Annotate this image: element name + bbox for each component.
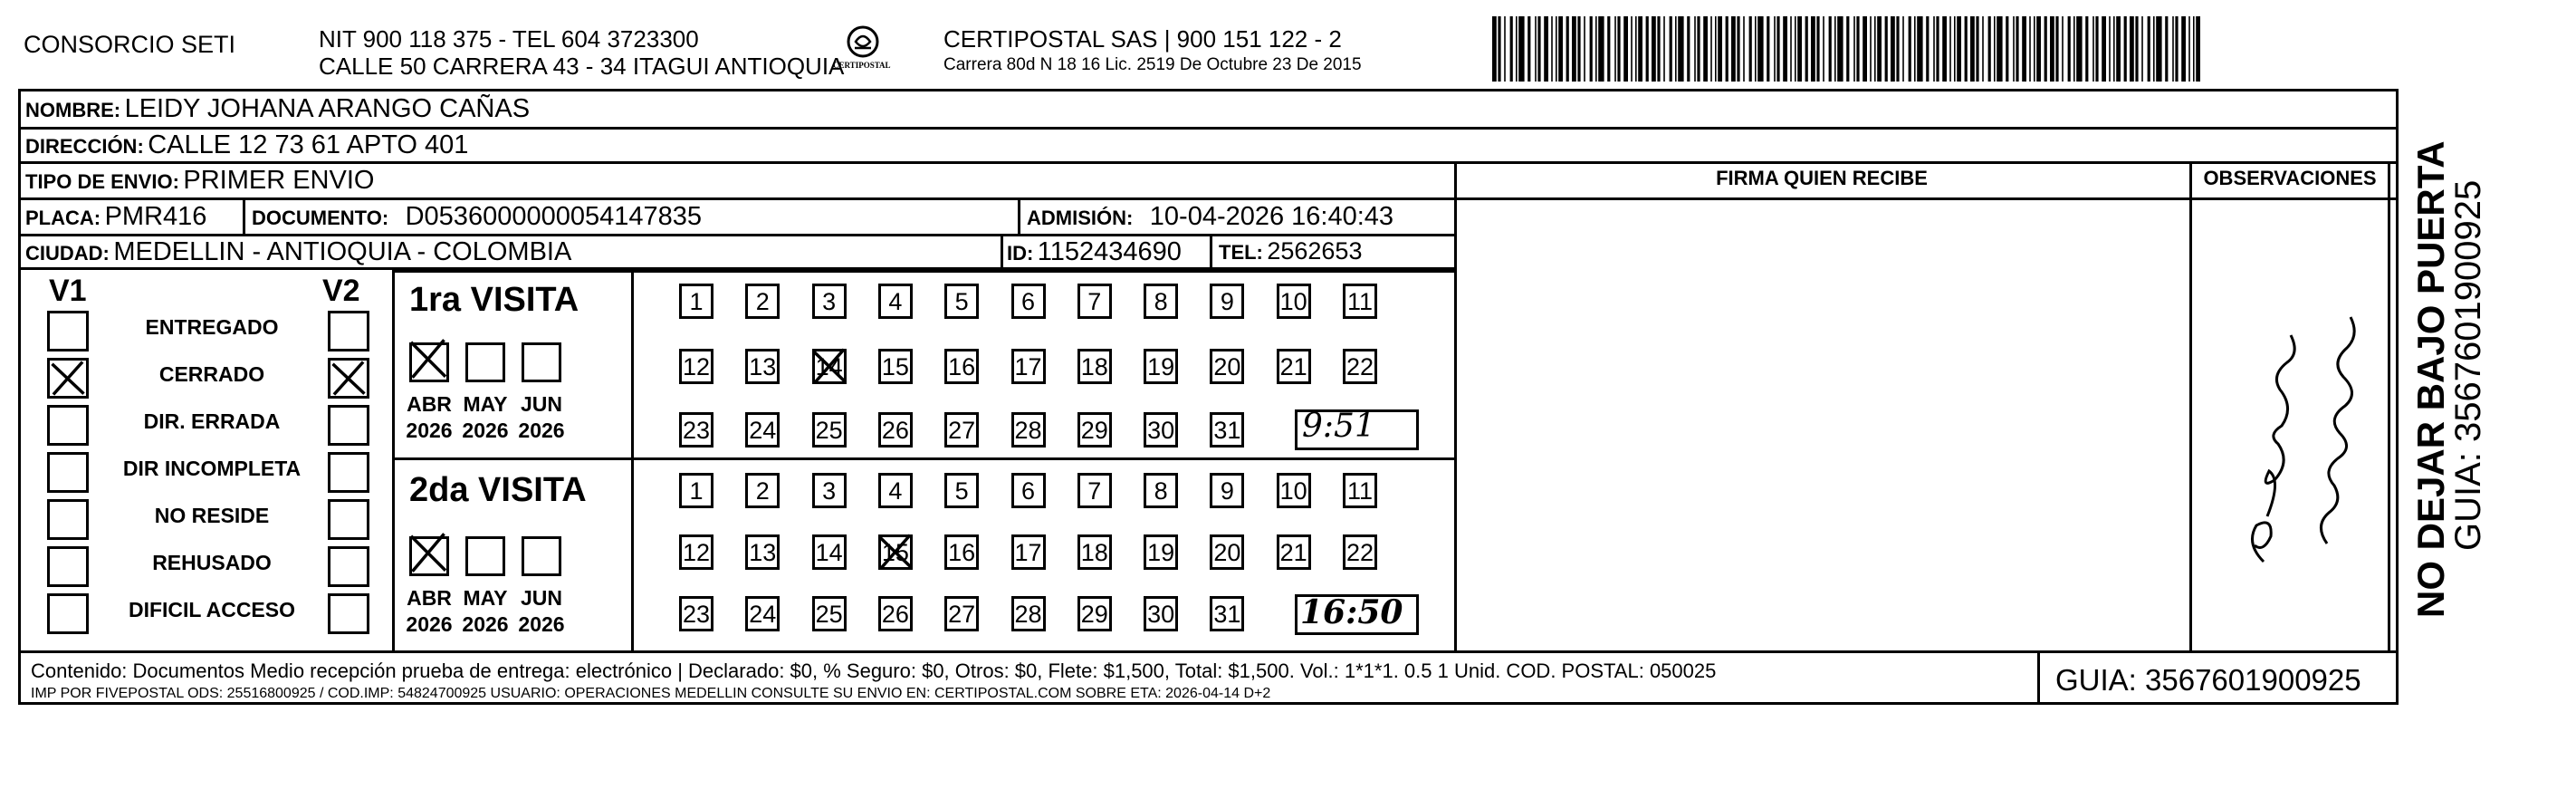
visit2-day-box[interactable]: 30: [1144, 596, 1178, 631]
visit2-day-box[interactable]: 14: [812, 534, 847, 570]
visit2-day-box[interactable]: 25: [812, 596, 847, 631]
visit1-day-box[interactable]: 16: [944, 349, 979, 384]
visit1-time: 9:51: [1302, 408, 1375, 445]
v2-checkbox[interactable]: [328, 452, 369, 493]
footer-imp: IMP POR FIVEPOSTAL ODS: 25516800925 / COD.IMP: 54824700925 USUARIO: OPERACIONES MEDELLIN CONSULTE SU ENVIO EN: CERTIPOSTAL.COM SOBRE ETA: 2026-04-14 D+2: [31, 686, 1271, 701]
company-name: CONSORCIO SETI: [24, 31, 236, 58]
nombre-label: NOMBRE:: [25, 99, 121, 121]
visit2-month-label: ABR 2026: [406, 586, 453, 636]
visit1-month-label: MAY 2026: [462, 392, 509, 442]
reason-label: NO RESIDE: [154, 504, 270, 527]
tipo-value: PRIMER ENVIO: [183, 166, 375, 195]
visit1-day-box[interactable]: 25: [812, 412, 847, 448]
ciudad-row: [25, 239, 571, 265]
visit2-day-box[interactable]: 6: [1011, 473, 1046, 508]
visit2-day-box[interactable]: 23: [679, 596, 713, 631]
visit1-day-box[interactable]: 14: [812, 349, 847, 384]
visit2-day-box[interactable]: 28: [1011, 596, 1046, 631]
visit2-day-box[interactable]: 9: [1210, 473, 1244, 508]
visit1-month-label: ABR 2026: [406, 392, 453, 442]
v1-checkbox[interactable]: [47, 499, 89, 540]
nombre-value: LEIDY JOHANA ARANGO CAÑAS: [124, 94, 531, 123]
side-guia: GUIA: 3567601900925: [2448, 179, 2488, 551]
placa-row: [25, 204, 206, 230]
nit-line: NIT 900 118 375 - TEL 604 3723300: [319, 25, 699, 53]
ciudad-value: MEDELLIN - ANTIOQUIA - COLOMBIA: [113, 237, 572, 266]
visit1-day-box[interactable]: 24: [745, 412, 780, 448]
v1-checkbox[interactable]: [47, 358, 89, 399]
v1-checkbox[interactable]: [47, 405, 89, 446]
reason-label: ENTREGADO: [145, 315, 279, 339]
visit1-day-box[interactable]: 23: [679, 412, 713, 448]
visit1-month-checkbox[interactable]: [465, 342, 505, 382]
v1-checkbox[interactable]: [47, 593, 89, 634]
visit1-month-checkbox[interactable]: [522, 342, 561, 382]
visit2-day-box[interactable]: 7: [1077, 473, 1112, 508]
reason-label: DIFICIL ACCESO: [128, 598, 295, 621]
visit1-day-box[interactable]: 12: [679, 349, 713, 384]
visit1-day-box[interactable]: 8: [1144, 284, 1178, 319]
direccion-value: CALLE 12 73 61 APTO 401: [148, 130, 469, 159]
visit2-day-box[interactable]: 13: [745, 534, 780, 570]
reason-label: DIR INCOMPLETA: [122, 457, 302, 480]
v2-checkbox[interactable]: [328, 311, 369, 351]
visit1-month-checkbox[interactable]: [409, 342, 449, 382]
footer-guia: GUIA: 3567601900925: [2055, 663, 2361, 697]
direccion-row: [25, 132, 468, 159]
visit2-month-label: JUN 2026: [518, 586, 565, 636]
v2-label: V2: [322, 274, 360, 308]
id-row: [1007, 239, 1182, 265]
visit2-month-label: MAY 2026: [462, 586, 509, 636]
visit1-day-box[interactable]: 17: [1011, 349, 1046, 384]
visit2-day-box[interactable]: 2: [745, 473, 780, 508]
observation-handwriting: [2227, 299, 2372, 571]
v2-checkbox[interactable]: [328, 593, 369, 634]
certipostal-line: CERTIPOSTAL SAS | 900 151 122 - 2: [943, 25, 1342, 53]
visit2-day-box[interactable]: 3: [812, 473, 847, 508]
license-line: Carrera 80d N 18 16 Lic. 2519 De Octubre 23 De 2015: [943, 55, 1362, 74]
visit1-day-box[interactable]: 27: [944, 412, 979, 448]
visit1-day-box[interactable]: 31: [1210, 412, 1244, 448]
visit2-day-box[interactable]: 15: [878, 534, 913, 570]
firma-header: FIRMA QUIEN RECIBE: [1716, 167, 1928, 189]
observaciones-header: OBSERVACIONES: [2203, 167, 2377, 189]
visit2-day-box[interactable]: 12: [679, 534, 713, 570]
visit1-day-box[interactable]: 1: [679, 284, 713, 319]
tipo-row: [25, 168, 374, 194]
visit2-month-checkbox[interactable]: [522, 536, 561, 576]
tel-label: TEL:: [1219, 241, 1263, 264]
visit1-day-box[interactable]: 26: [878, 412, 913, 448]
visit1-day-box[interactable]: 10: [1277, 284, 1311, 319]
visit1-day-box[interactable]: 28: [1011, 412, 1046, 448]
visit2-day-box[interactable]: 8: [1144, 473, 1178, 508]
visit1-day-box[interactable]: 2: [745, 284, 780, 319]
visit2-month-checkbox[interactable]: [465, 536, 505, 576]
visit2-day-box[interactable]: 20: [1210, 534, 1244, 570]
visit2-day-box[interactable]: 26: [878, 596, 913, 631]
documento-label: DOCUMENTO:: [252, 207, 389, 229]
admision-label: ADMISIÓN:: [1027, 207, 1134, 229]
tel-value: 2562653: [1267, 237, 1363, 265]
v1-checkbox[interactable]: [47, 452, 89, 493]
visit1-month-label: JUN 2026: [518, 392, 565, 442]
id-value: 1152434690: [1037, 237, 1182, 266]
visit2-month-checkbox[interactable]: [409, 536, 449, 576]
visit1-day-box[interactable]: 4: [878, 284, 913, 319]
visit2-day-box[interactable]: 29: [1077, 596, 1112, 631]
visit2-day-box[interactable]: 21: [1277, 534, 1311, 570]
footer-contenido: Contenido: Documentos Medio recepción prueba de entrega: electrónico | Declarado: $0, % Seguro: $0, Otros: $0, Flete: $1,500, Total: $1,500. Vol.: 1*1*1. 0.5 1 Unid. COD. POSTAL: 050025: [31, 659, 1717, 682]
visit1-day-box[interactable]: 20: [1210, 349, 1244, 384]
placa-value: PMR416: [104, 202, 207, 231]
visit2-day-box[interactable]: 31: [1210, 596, 1244, 631]
visit2-day-box[interactable]: 1: [679, 473, 713, 508]
visit2-day-box[interactable]: 27: [944, 596, 979, 631]
barcode: [1492, 16, 2217, 82]
visit2-day-box[interactable]: 5: [944, 473, 979, 508]
placa-label: PLACA:: [25, 207, 101, 229]
visit1-day-box[interactable]: 22: [1343, 349, 1377, 384]
v1-checkbox[interactable]: [47, 546, 89, 587]
reason-label: CERRADO: [158, 362, 265, 386]
visit1-day-box[interactable]: 29: [1077, 412, 1112, 448]
visit1-day-box[interactable]: 11: [1343, 284, 1377, 319]
visit1-day-box[interactable]: 13: [745, 349, 780, 384]
certipostal-logo-icon: [831, 24, 895, 78]
documento-value: D0536000000054147835: [405, 202, 702, 231]
certipostal-logo: [831, 24, 895, 78]
v2-checkbox[interactable]: [328, 499, 369, 540]
visit2-day-box[interactable]: 4: [878, 473, 913, 508]
v1-label: V1: [49, 274, 87, 308]
direccion-label: DIRECCIÓN:: [25, 135, 144, 158]
tipo-label: TIPO DE ENVIO:: [25, 170, 179, 193]
visit1-day-box[interactable]: 5: [944, 284, 979, 319]
visit2-day-box[interactable]: 11: [1343, 473, 1377, 508]
visit1-day-box[interactable]: 21: [1277, 349, 1311, 384]
visit1-day-box[interactable]: 7: [1077, 284, 1112, 319]
visit1-day-box[interactable]: 9: [1210, 284, 1244, 319]
visit1-day-box[interactable]: 19: [1144, 349, 1178, 384]
visit2-day-box[interactable]: 17: [1011, 534, 1046, 570]
reason-label: REHUSADO: [152, 551, 272, 574]
visit1-day-box[interactable]: 18: [1077, 349, 1112, 384]
visit2-day-box[interactable]: 18: [1077, 534, 1112, 570]
visit1-day-box[interactable]: 6: [1011, 284, 1046, 319]
visit2-day-box[interactable]: 10: [1277, 473, 1311, 508]
visit1-day-box[interactable]: 30: [1144, 412, 1178, 448]
tel-row: [1219, 239, 1362, 264]
visit2-day-box[interactable]: 16: [944, 534, 979, 570]
logo-text: CERTIPOSTAL: [833, 61, 891, 70]
nombre-row: [25, 96, 530, 122]
v2-checkbox[interactable]: [328, 405, 369, 446]
visit2-title: 2da VISITA: [409, 471, 587, 509]
v1-checkbox[interactable]: [47, 311, 89, 351]
reason-label: DIR. ERRADA: [143, 409, 281, 433]
ciudad-label: CIUDAD:: [25, 242, 110, 265]
v2-checkbox[interactable]: [328, 358, 369, 399]
documento-row: [252, 204, 702, 230]
visit2-day-box[interactable]: 24: [745, 596, 780, 631]
visit2-day-box[interactable]: 22: [1343, 534, 1377, 570]
v2-checkbox[interactable]: [328, 546, 369, 587]
visit2-day-box[interactable]: 19: [1144, 534, 1178, 570]
id-label: ID:: [1007, 242, 1034, 265]
visit1-day-box[interactable]: 3: [812, 284, 847, 319]
visit1-day-box[interactable]: 15: [878, 349, 913, 384]
no-dejar-bajo-puerta: NO DEJAR BAJO PUERTA: [2409, 140, 2452, 618]
visit2-time: 16:50: [1300, 593, 1403, 631]
admision-row: [1027, 204, 1393, 230]
address-line: CALLE 50 CARRERA 43 - 34 ITAGUI ANTIOQUIA: [319, 53, 845, 80]
visit1-title: 1ra VISITA: [409, 281, 579, 319]
admision-value: 10-04-2026 16:40:43: [1149, 202, 1394, 231]
